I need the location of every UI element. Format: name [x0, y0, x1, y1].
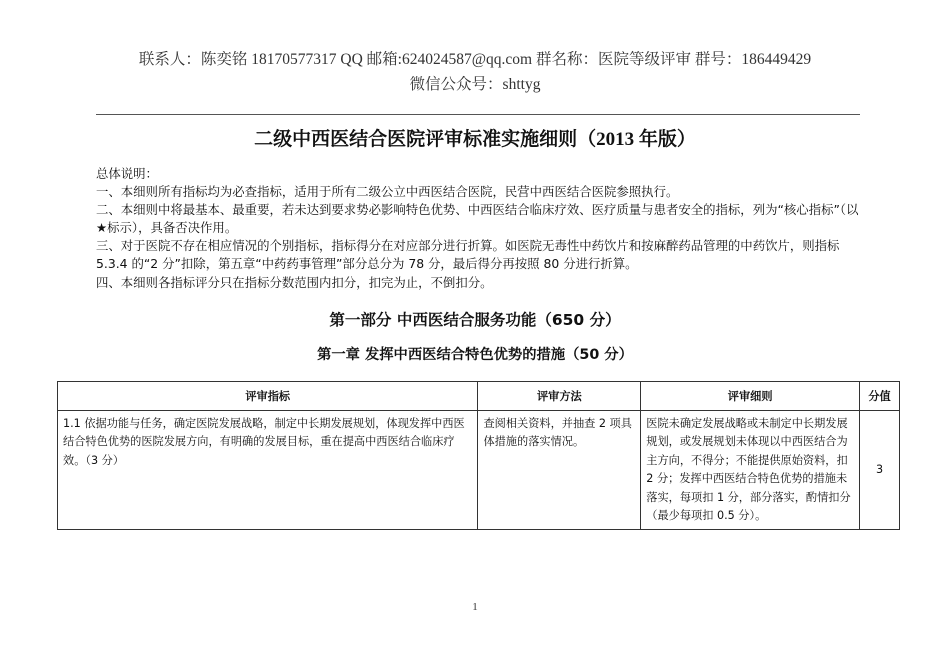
table-header-row [58, 382, 900, 411]
part-title: 第一部分 中西医结合服务功能（650 分） [329, 311, 621, 329]
header-method: 评审方法 [478, 382, 641, 411]
method-cell: 查阅相关资料，并抽查 2 项具体措施的落实情况。 [478, 411, 641, 530]
overview-heading: 总体说明： [96, 166, 158, 181]
header-details: 评审细则 [641, 382, 860, 411]
indicator-cell: 1.1 依据功能与任务，确定医院发展战略，制定中长期发展规划，体现发挥中西医结合特色优势的医院发展方向，有明确的发展目标，重在提高中西医结合临床疗效。（3 分） [58, 411, 478, 530]
contact-line: 联系人：陈奕铭 18170577317 QQ 邮箱:624024587@qq.com 群名称：医院等级评审 群号：186449429 [138, 51, 812, 68]
table-row [58, 411, 900, 530]
header-indicator: 评审指标 [58, 382, 478, 411]
score-cell: 3 [860, 411, 900, 530]
note-item: 四、本细则各指标评分只在指标分数范围内扣分，扣完为止，不倒扣分。 [96, 274, 493, 290]
criteria-table [57, 381, 900, 530]
note-item: 二、本细则中将最基本、最重要，若未达到要求势必影响特色优势、中西医结合临床疗效、医疗质量与患者安全的指标，列为“核心指标”（以★标示），具备否决作用。 [96, 202, 859, 236]
header-score: 分值 [860, 382, 900, 411]
page-number: 1 [472, 601, 478, 613]
overview-notes [96, 165, 864, 292]
wechat-line: 微信公众号：shttyg [409, 76, 541, 93]
details-cell: 医院未确定发展战略或未制定中长期发展规划，或发展规划未体现以中西医结合为主方向，不得分；不能提供原始资料，扣 2 分；发挥中西医结合特色优势的措施未落实，每项扣 1 分，部分落实，酌情扣分（最少每项扣 0.5 分）。 [641, 411, 860, 530]
note-item: 一、本细则所有指标均为必查指标，适用于所有二级公立中西医结合医院，民营中西医结合医院参照执行。 [96, 184, 679, 200]
document-title: 二级中西医结合医院评审标准实施细则（2013 年版） [254, 129, 696, 150]
chapter-title: 第一章 发挥中西医结合特色优势的措施（50 分） [317, 347, 633, 363]
note-item: 三、对于医院不存在相应情况的个别指标，指标得分在对应部分进行折算。如医院无毒性中药饮片和按麻醉药品管理的中药饮片，则指标 5.3.4 的“2 分”扣除，第五章“中药药事管理”部分总分为 78 分，最后得分再按照 80 分进行折算。 [96, 238, 840, 272]
header-divider [96, 114, 860, 115]
